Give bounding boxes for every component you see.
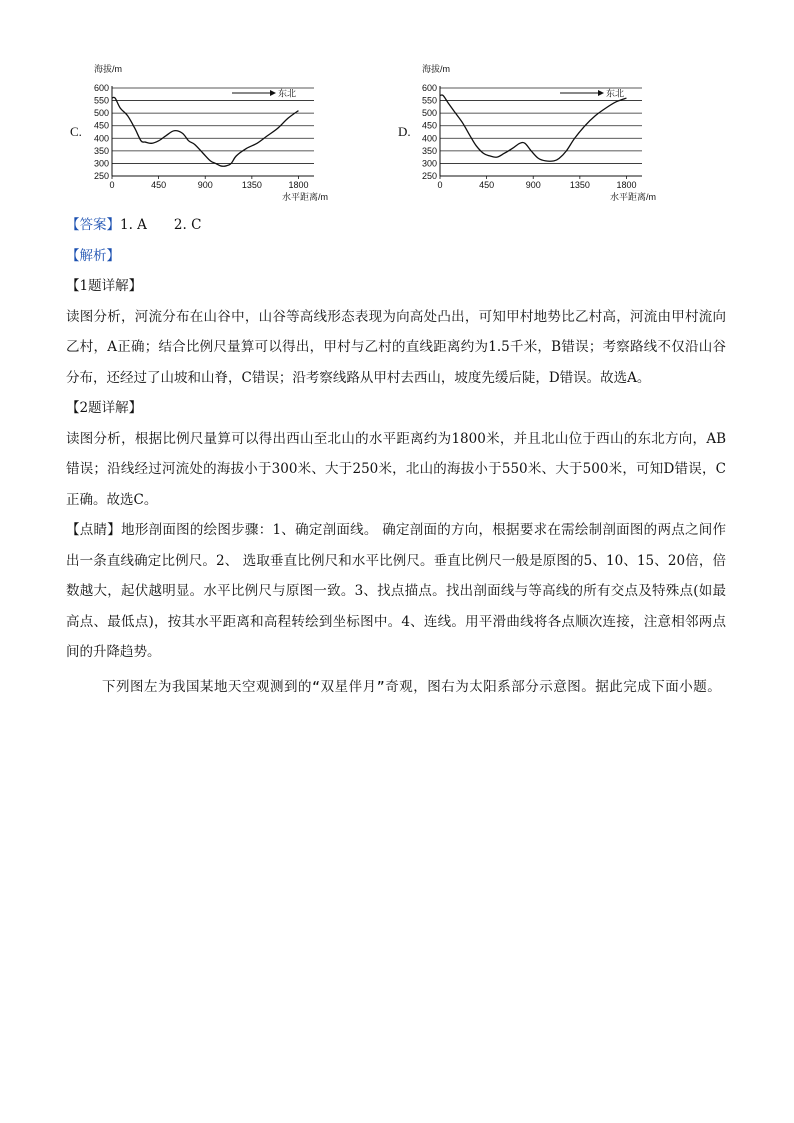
profile-chart-d [410, 58, 658, 208]
x-tick-label: 1350 [241, 180, 262, 190]
y-tick-label: 350 [93, 145, 109, 156]
tip-text: 地形剖面图的绘图步骤：1、确定剖面线。 确定剖面的方向，根据要求在需绘制剖面图的两点之间作出一条直线确定比例尺。2、 选取垂直比例尺和水平比例尺。垂直比例尺一般是原图的5、10、15、20倍，倍数越大，起伏越明显。水平比例尺与原图一致。3、找点描点。找出剖面线与等高线的所有交点及特殊点(如最高点、最低点)，按其水平距离和高程转绘到坐标图中。4、连线。用平滑曲线将各点顺次连接，注意相邻两点间的升降趋势。 [66, 522, 727, 660]
x-tick-label: 1800 [616, 180, 637, 190]
next-question-stem: 下列图左为我国某地天空观测到的“双星伴月”奇观，图右为太阳系部分示意图。据此完成下面小题。 [102, 678, 722, 695]
answer-line [66, 210, 726, 241]
answer-text: 1. A 2. C [120, 217, 202, 233]
chart-option-c [70, 58, 330, 208]
profile-charts [70, 58, 730, 208]
y-tick-label: 400 [421, 133, 437, 144]
q2-heading [66, 393, 726, 424]
x-tick-label: 1350 [569, 180, 590, 190]
q1-heading [66, 271, 726, 302]
y-tick-label: 500 [421, 108, 437, 119]
y-tick-label: 600 [421, 83, 437, 93]
answer-label: 【答案】 [66, 217, 120, 233]
analysis-line [66, 241, 726, 272]
x-tick-label: 450 [151, 180, 167, 190]
q2-explanation: 读图分析，根据比例尺量算可以得出西山至北山的水平距离约为1800米，并且北山位于西山的东北方向，AB错误；沿线经过河流处的海拔小于300米、大于250米，北山的海拔小于550米、大于500米，可知D错误，C正确。故选C。 [66, 430, 726, 508]
x-axis-label: 水平距离/m [282, 192, 328, 202]
x-tick-label: 0 [437, 180, 443, 190]
x-tick-label: 900 [525, 180, 541, 190]
x-tick-label: 1800 [288, 180, 309, 190]
tip-label: 【点睛】 [66, 522, 122, 538]
y-tick-label: 600 [93, 83, 109, 93]
option-letter-c: C. [70, 124, 82, 139]
q1-label: 【1题详解】 [66, 278, 143, 294]
direction-label: 东北 [606, 88, 625, 99]
y-tick-label: 400 [93, 133, 109, 144]
q1-explanation: 读图分析，河流分布在山谷中，山谷等高线形态表现为向高处凸出，可知甲村地势比乙村高，河流由甲村流向乙村，A正确；结合比例尺量算可以得出，甲村与乙村的直线距离约为1.5千米，B错误；考察路线不仅沿山谷分布，还经过了山坡和山脊，C错误；沿考察线路从甲村去西山，坡度先缓后陡，D错误。故选A。 [66, 308, 726, 386]
y-tick-label: 300 [421, 158, 437, 169]
terrain-profile-line [112, 97, 298, 166]
q2-label: 【2题详解】 [66, 400, 143, 416]
profile-chart-c [82, 58, 330, 208]
x-tick-label: 900 [197, 180, 213, 190]
x-tick-label: 450 [479, 180, 495, 190]
y-tick-label: 350 [421, 145, 437, 156]
answer-section [66, 210, 726, 702]
y-tick-label: 450 [93, 120, 109, 131]
terrain-profile-line [440, 95, 626, 161]
y-tick-label: 550 [421, 95, 437, 106]
x-tick-label: 0 [109, 180, 115, 190]
tip-paragraph [66, 515, 726, 668]
y-axis-label: 海拔/m [422, 64, 450, 74]
arrow-head-icon [270, 90, 276, 96]
chart-option-d [398, 58, 658, 208]
y-tick-label: 300 [93, 158, 109, 169]
y-tick-label: 500 [93, 108, 109, 119]
y-tick-label: 250 [421, 171, 437, 181]
analysis-label: 【解析】 [66, 247, 120, 264]
y-axis-label: 海拔/m [94, 64, 122, 74]
arrow-head-icon [598, 90, 604, 96]
y-tick-label: 250 [93, 171, 109, 181]
x-axis-label: 水平距离/m [610, 192, 656, 202]
y-tick-label: 550 [93, 95, 109, 106]
direction-label: 东北 [278, 88, 297, 99]
y-tick-label: 450 [421, 120, 437, 131]
option-letter-d: D. [398, 124, 411, 139]
